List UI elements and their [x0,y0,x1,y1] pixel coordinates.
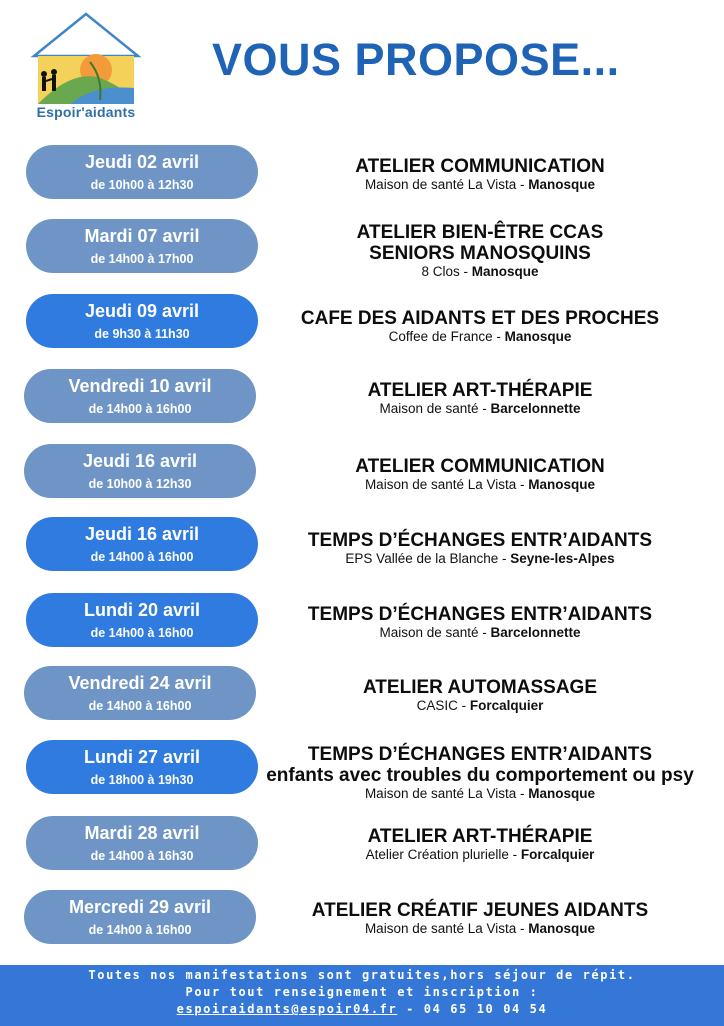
footer-contact-line [0,1001,724,1018]
event-title: ATELIER AUTOMASSAGE [363,677,597,698]
event-day: Lundi 27 avril [83,747,201,767]
date-pill [24,666,256,720]
event-place: CASIC [416,698,458,713]
event-place: Maison de santé La Vista [364,786,517,801]
event-city: Manosque [528,477,596,492]
event-title: ATELIER ART-THÉRAPIE [367,826,593,847]
event-title: ATELIER BIEN-ÊTRE CCAS [356,222,604,243]
event-time: de 14h00 à 16h00 [88,699,192,713]
event-location: Maison de santé La Vista - Manosque [364,786,596,801]
event-place: EPS Vallée de la Blanche [345,551,499,566]
event-place: 8 Clos [421,264,460,279]
event-time: de 14h00 à 16h00 [88,402,192,416]
event-title: TEMPS D’ÉCHANGES ENTR’AIDANTS [307,744,653,765]
event-city: Manosque [504,329,572,344]
event-place: Maison de santé [379,625,479,640]
page-title: VOUS PROPOSE... [212,34,620,85]
event-day: Jeudi 09 avril [84,301,200,321]
event-city: Manosque [528,786,596,801]
event-title: CAFE DES AIDANTS ET DES PROCHES [300,308,660,329]
event-location: Coffee de France - Manosque [388,329,572,344]
event-time: de 14h00 à 16h00 [90,550,194,564]
event-title: ATELIER CRÉATIF JEUNES AIDANTS [311,900,649,921]
date-pill [24,369,256,423]
logo [30,12,142,128]
event-time: de 14h00 à 16h00 [88,923,192,937]
footer-free-notice: Toutes nos manifestations sont gratuites,hors séjour de répit. [88,968,636,982]
event-location: EPS Vallée de la Blanche - Seyne-les-Alpes [345,551,615,566]
event-time: de 14h00 à 16h30 [90,849,194,863]
event-location: 8 Clos - Manosque [421,264,539,279]
event-place: Atelier Création plurielle [365,847,509,862]
event-city: Manosque [528,921,596,936]
event-place: Maison de santé La Vista [364,177,517,192]
event-info [262,826,698,863]
event-title: SENIORS MANOSQUINS [369,243,591,264]
footer-contact-label: Pour tout renseignement et inscription : [185,985,539,999]
date-pill [26,517,258,571]
event-place: Coffee de France [388,329,493,344]
event-location: CASIC - Forcalquier [416,698,544,713]
event-title: ATELIER COMMUNICATION [355,156,605,177]
event-info [262,744,698,802]
date-pill [26,816,258,870]
event-city: Barcelonnette [490,401,581,416]
event-title: ATELIER COMMUNICATION [355,456,605,477]
event-info [262,308,698,345]
event-location: Maison de santé - Barcelonnette [379,401,581,416]
event-title: ATELIER ART-THÉRAPIE [367,380,593,401]
event-title: TEMPS D’ÉCHANGES ENTR’AIDANTS [307,530,653,551]
event-city: Forcalquier [469,698,544,713]
event-info [262,900,698,937]
date-pill [26,740,258,794]
event-time: de 9h30 à 11h30 [94,327,190,341]
event-location: Maison de santé - Barcelonnette [379,625,581,640]
event-title: TEMPS D’ÉCHANGES ENTR’AIDANTS [307,604,653,625]
date-pill [26,593,258,647]
event-place: Maison de santé [379,401,479,416]
event-location: Atelier Création plurielle - Forcalquier [365,847,595,862]
event-time: de 10h00 à 12h30 [90,178,194,192]
logo-text: Espoir'aidants [36,104,136,120]
logo-emblem-icon [30,12,142,104]
event-time: de 10h00 à 12h30 [88,477,192,491]
event-location: Maison de santé La Vista - Manosque [364,177,596,192]
date-pill [26,294,258,348]
event-day: Jeudi 02 avril [84,152,200,172]
event-city: Forcalquier [520,847,595,862]
event-place: Maison de santé La Vista [364,477,517,492]
event-info [262,222,698,280]
event-info [262,604,698,641]
event-info [262,677,698,714]
event-day: Mardi 07 avril [84,226,200,246]
event-city: Barcelonnette [490,625,581,640]
event-place: Maison de santé La Vista [364,921,517,936]
date-pill [26,145,258,199]
event-day: Vendredi 24 avril [68,673,212,693]
event-location: Maison de santé La Vista - Manosque [364,477,596,492]
event-day: Jeudi 16 avril [82,451,198,471]
footer-separator: - [397,1002,424,1016]
event-day: Jeudi 16 avril [84,524,200,544]
event-info [262,530,698,567]
event-time: de 14h00 à 17h00 [90,252,194,266]
event-location: Maison de santé La Vista - Manosque [364,921,596,936]
date-pill [24,444,256,498]
phone-number: 04 65 10 04 54 [423,1002,548,1016]
event-city: Manosque [528,177,596,192]
event-day: Mercredi 29 avril [68,897,212,917]
email-link[interactable]: espoiraidants@espoir04.fr [176,1002,398,1016]
event-info [262,380,698,417]
event-time: de 18h00 à 19h30 [90,773,194,787]
event-time: de 14h00 à 16h00 [90,626,194,640]
event-day: Vendredi 10 avril [68,376,212,396]
footer [0,965,724,1026]
event-day: Mardi 28 avril [84,823,200,843]
date-pill [24,890,256,944]
event-info [262,456,698,493]
event-city: Manosque [471,264,539,279]
event-info [262,156,698,193]
event-day: Lundi 20 avril [83,600,201,620]
date-pill [26,219,258,273]
event-title: enfants avec troubles du comportement ou psy [266,765,694,786]
event-city: Seyne-les-Alpes [510,551,615,566]
